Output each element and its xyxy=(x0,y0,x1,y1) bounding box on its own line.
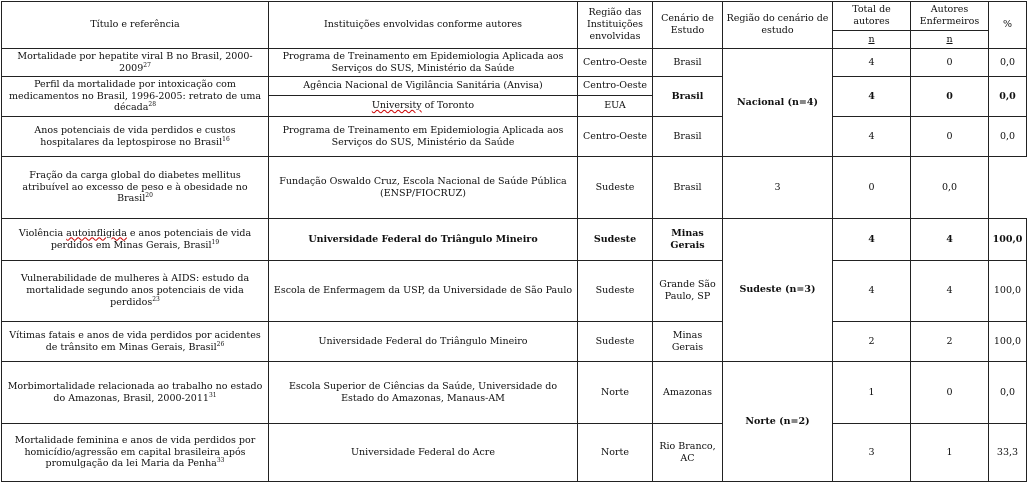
percent-cell: 100,0 xyxy=(989,322,1027,362)
total-cell: 3 xyxy=(723,157,833,219)
header-total-authors: Total de autores xyxy=(833,2,911,31)
authors-table xyxy=(1,1,1027,482)
total-cell: 3 xyxy=(833,424,911,482)
group-nacional: Nacional (n=4) xyxy=(723,49,833,157)
title-cell: Violência autoinfligida e anos potenciais de vida perdidos em Minas Gerais, Brasil$^{19}$ xyxy=(2,219,269,261)
total-cell: 4 xyxy=(833,77,911,117)
header-scenario: Cenário de Estudo xyxy=(653,2,723,49)
nurses-cell: 0 xyxy=(911,49,989,77)
nurses-cell: 0 xyxy=(911,117,989,157)
nurses-cell: 1 xyxy=(911,424,989,482)
nurses-cell: 2 xyxy=(911,322,989,362)
institution-cell: Programa de Treinamento em Epidemiologia Aplicada aos Serviços do SUS, Ministério da Saúde xyxy=(269,117,578,157)
inst-region-cell: Centro-Oeste xyxy=(578,49,653,77)
title-cell: Mortalidade feminina e anos de vida perdidos por homicídio/agressão em capital brasileira após promulgação da lei Maria da Penha$^{33}$ xyxy=(2,424,269,482)
inst-region-cell: Sudeste xyxy=(578,322,653,362)
scenario-cell: Grande São Paulo, SP xyxy=(653,261,723,322)
table-row xyxy=(2,49,1027,77)
institution-cell: Universidade Federal do Acre xyxy=(269,424,578,482)
table-row xyxy=(2,322,1027,362)
table-row xyxy=(2,424,1027,482)
institution-cell: Fundação Oswaldo Cruz, Escola Nacional de Saúde Pública (ENSP/FIOCRUZ) xyxy=(269,157,578,219)
title-cell: Anos potenciais de vida perdidos e custos hospitalares da leptospirose no Brasil$^{16}$ xyxy=(2,117,269,157)
institution-cell: Universidade Federal do Triângulo Mineiro xyxy=(269,322,578,362)
group-sudeste: Sudeste (n=3) xyxy=(723,219,833,362)
nurses-cell: 0 xyxy=(911,77,989,117)
header-inst-region: Região das Instituições envolvidas xyxy=(578,2,653,49)
group-norte: Norte (n=2) xyxy=(723,362,833,482)
title-cell: Morbimortalidade relacionada ao trabalho no estado do Amazonas, Brasil, 2000-2011$^{31}$ xyxy=(2,362,269,424)
table-row xyxy=(2,261,1027,322)
table-row xyxy=(2,157,1027,219)
table-row xyxy=(2,77,1027,96)
percent-cell: 0,0 xyxy=(989,117,1027,157)
title-cell: Mortalidade por hepatite viral B no Brasil, 2000-2009$^{27}$ xyxy=(2,49,269,77)
inst-region-cell: Sudeste xyxy=(578,261,653,322)
table-row xyxy=(2,362,1027,424)
inst-region-cell: Sudeste xyxy=(578,219,653,261)
institution-cell: Agência Nacional de Vigilância Sanitária (Anvisa) xyxy=(269,77,578,96)
institution-cell: Programa de Treinamento em Epidemiologia Aplicada aos Serviços do SUS, Ministério da Saúde xyxy=(269,49,578,77)
percent-cell: 33,3 xyxy=(989,424,1027,482)
total-cell: 2 xyxy=(833,322,911,362)
total-cell: 1 xyxy=(833,362,911,424)
header-institutions: Instituições envolvidas conforme autores xyxy=(269,2,578,49)
nurses-cell: 0 xyxy=(911,362,989,424)
percent-cell: 0,0 xyxy=(989,77,1027,117)
scenario-cell: Brasil xyxy=(653,77,723,117)
scenario-cell: Rio Branco, AC xyxy=(653,424,723,482)
title-cell: Perfil da mortalidade por intoxicação com medicamentos no Brasil, 1996-2005: retrato de uma década$^{28}$ xyxy=(2,77,269,117)
percent-cell: 100,0 xyxy=(989,219,1027,261)
scenario-cell: Brasil xyxy=(653,157,723,219)
institution-cell: Universidade Federal do Triângulo Mineiro xyxy=(269,219,578,261)
title-cell: Vítimas fatais e anos de vida perdidos por acidentes de trânsito em Minas Gerais, Brasil$^{26}$ xyxy=(2,322,269,362)
inst-region-cell: Centro-Oeste xyxy=(578,77,653,96)
total-cell: 4 xyxy=(833,49,911,77)
nurses-cell: 0 xyxy=(833,157,911,219)
inst-region-cell: Norte xyxy=(578,362,653,424)
total-cell: 4 xyxy=(833,117,911,157)
percent-cell: 100,0 xyxy=(989,261,1027,322)
inst-region-cell: EUA xyxy=(578,96,653,117)
table-row xyxy=(2,117,1027,157)
nurses-cell: 4 xyxy=(911,219,989,261)
percent-cell: 0,0 xyxy=(989,49,1027,77)
institution-cell: Escola de Enfermagem da USP, da Universidade de São Paulo xyxy=(269,261,578,322)
inst-region-cell: Centro-Oeste xyxy=(578,117,653,157)
scenario-cell: Brasil xyxy=(653,49,723,77)
scenario-cell: Amazonas xyxy=(653,362,723,424)
institution-cell: Escola Superior de Ciências da Saúde, Universidade do Estado do Amazonas, Manaus-AM xyxy=(269,362,578,424)
scenario-cell: Brasil xyxy=(653,117,723,157)
percent-cell: 0,0 xyxy=(911,157,989,219)
scenario-cell: Minas Gerais xyxy=(653,219,723,261)
header-title: Título e referência xyxy=(2,2,269,49)
inst-region-cell: Norte xyxy=(578,424,653,482)
scenario-cell: Minas Gerais xyxy=(653,322,723,362)
total-cell: 4 xyxy=(833,219,911,261)
table-row xyxy=(2,219,1027,261)
header-row xyxy=(2,2,1027,31)
header-scenario-region: Região do cenário de estudo xyxy=(723,2,833,49)
header-percent: % xyxy=(989,2,1027,49)
title-cell: Vulnerabilidade de mulheres à AIDS: estudo da mortalidade segundo anos potenciais de vida perdidos$^{23}$ xyxy=(2,261,269,322)
institution-cell: University of Toronto xyxy=(269,96,578,117)
nurses-cell: 4 xyxy=(911,261,989,322)
percent-cell: 0,0 xyxy=(989,362,1027,424)
header-n-total: n xyxy=(868,33,875,45)
header-nurse-authors: Autores Enfermeiros xyxy=(911,2,989,31)
header-n-nurses: n xyxy=(946,33,953,45)
total-cell: 4 xyxy=(833,261,911,322)
title-cell: Fração da carga global do diabetes mellitus atribuível ao excesso de peso e à obesidade no Brasil$^{20}$ xyxy=(2,157,269,219)
inst-region-cell: Sudeste xyxy=(578,157,653,219)
